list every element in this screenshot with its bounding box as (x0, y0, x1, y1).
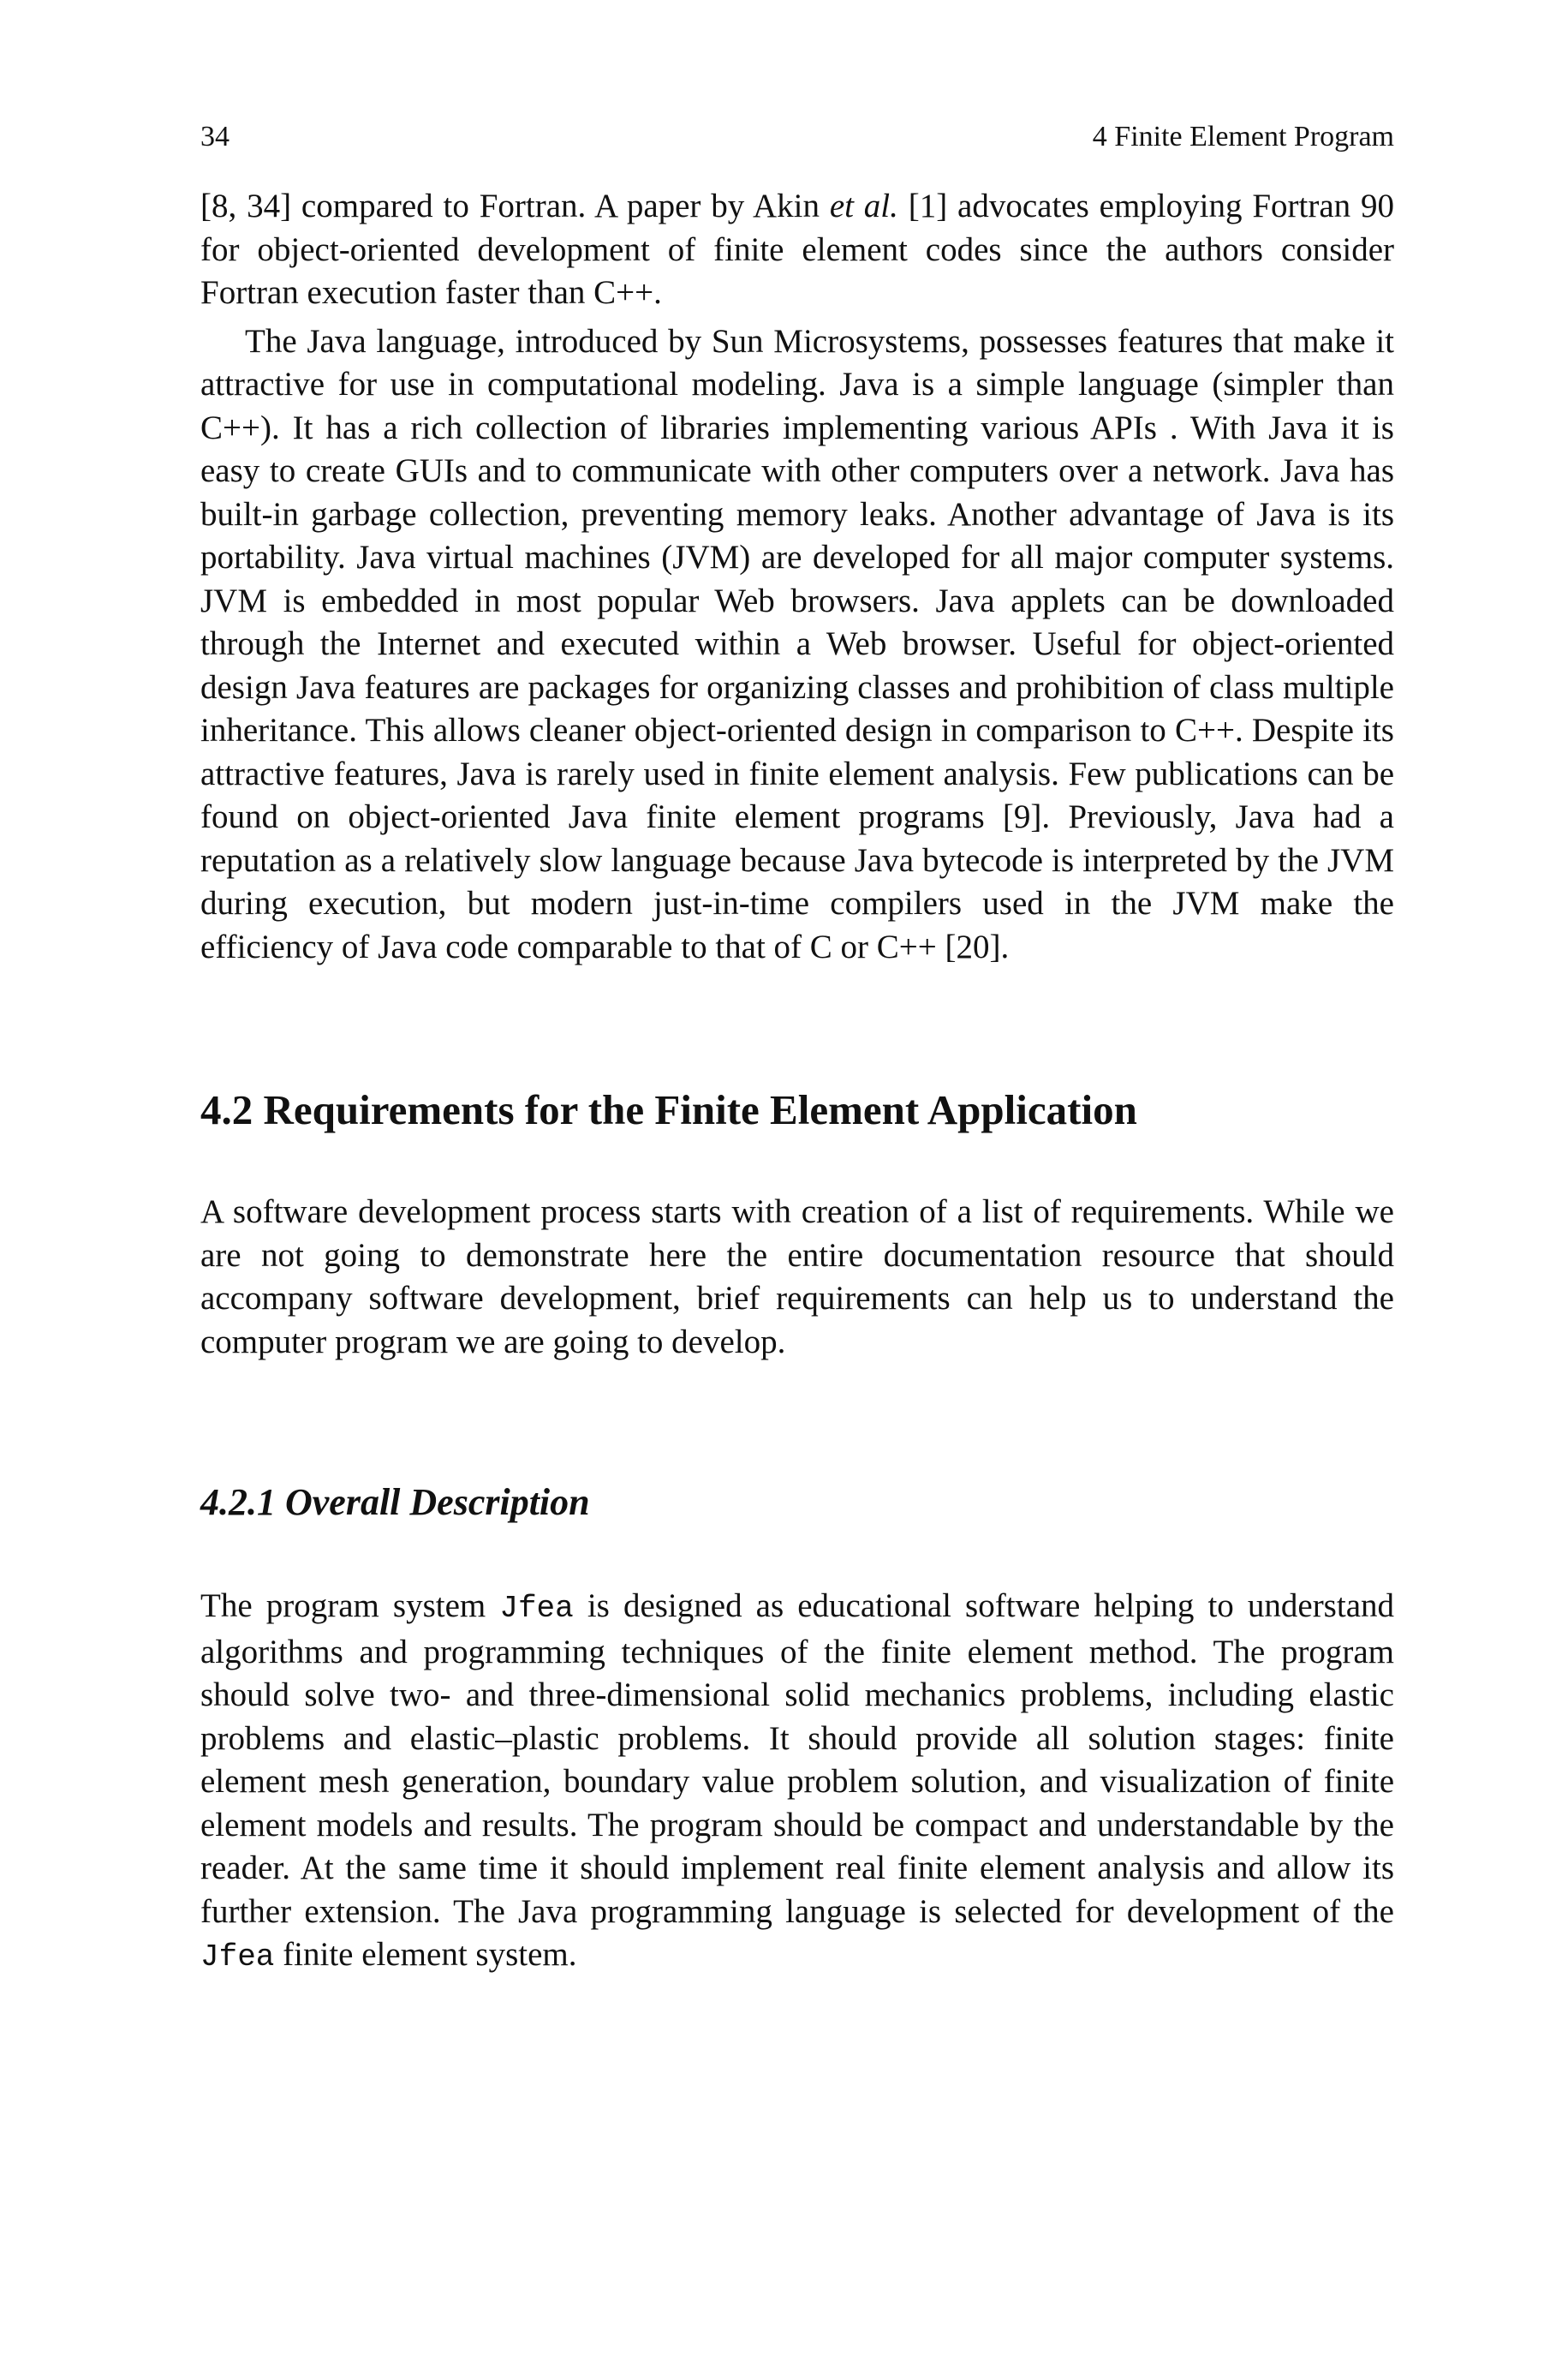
running-chapter-title: 4 Finite Element Program (1092, 121, 1394, 152)
subsection-heading: 4.2.1 Overall Description (200, 1481, 590, 1523)
paragraph-text: The program system (200, 1587, 500, 1624)
running-head (200, 118, 1394, 156)
book-page (200, 118, 1394, 1980)
citation-et-al: et al. (829, 188, 898, 224)
paragraph-text: [1] advocates employing Fortran 90 for object-oriented development of finite element codes since the authors consider Fortran execution faster than C++. (200, 188, 1394, 311)
paragraph-text: [8, 34] compared to Fortran. A paper by Akin (200, 188, 830, 224)
paragraph-text: is designed as educational software helping to understand algorithms and programming techniques of the finite element method. The program should solve two- and three-dimensional solid mechanics problems, including elastic problems and elastic–plastic problems. It should provide all solution stages: finite element mesh generation, boundary value problem solution, and visualization of finite element models and results. The program should be compact and understandable by the reader. At the same time it should implement real finite element analysis and allow its further extension. The Java programming language is selected for development of the (200, 1587, 1395, 1930)
paragraph-java-language: The Java language, introduced by Sun Microsystems, possesses features that make it attractive for use in computational modeling. Java is a simple language (simpler than C++). It has a rich collection of libraries implementing various APIs . With Java it is easy to create GUIs and to communicate with other computers over a network. Java has built-in garbage collection, preventing memory leaks. Another advantage of Java is its portability. Java virtual machines (JVM) are developed for all major computer systems. JVM is embedded in most popular Web browsers. Java applets can be downloaded through the Internet and executed within a Web browser. Useful for object-oriented design Java features are packages for organizing classes and prohibition of class multiple inheritance. This allows cleaner object-oriented design in comparison to C++. Despite its attractive features, Java is rarely used in finite element analysis. Few publications can be found on object-oriented Java finite element programs [9]. Previously, Java had a reputation as a relatively slow language because Java bytecode is interpreted by the JVM during execution, but modern just-in-time compilers used in the JVM make the efficiency of Java code comparable to that of C or C++ [20]. (200, 322, 1394, 965)
paragraph-fortran-comparison (200, 185, 1394, 315)
section-heading: 4.2 Requirements for the Finite Element Application (200, 1086, 1137, 1133)
paragraph-text: finite element system. (274, 1936, 577, 1973)
code-jfea: Jfea (200, 1939, 275, 1975)
page-number: 34 (200, 121, 230, 152)
code-jfea: Jfea (499, 1591, 574, 1626)
paragraph-requirements: A software development process starts with creation of a list of requirements. While we are not going to demonstrate here the entire documentation resource that should accompany software development, brief requirements can help us to understand the computer program we are going to develop. (200, 1193, 1394, 1360)
paragraph-overall-description (200, 1585, 1394, 1980)
